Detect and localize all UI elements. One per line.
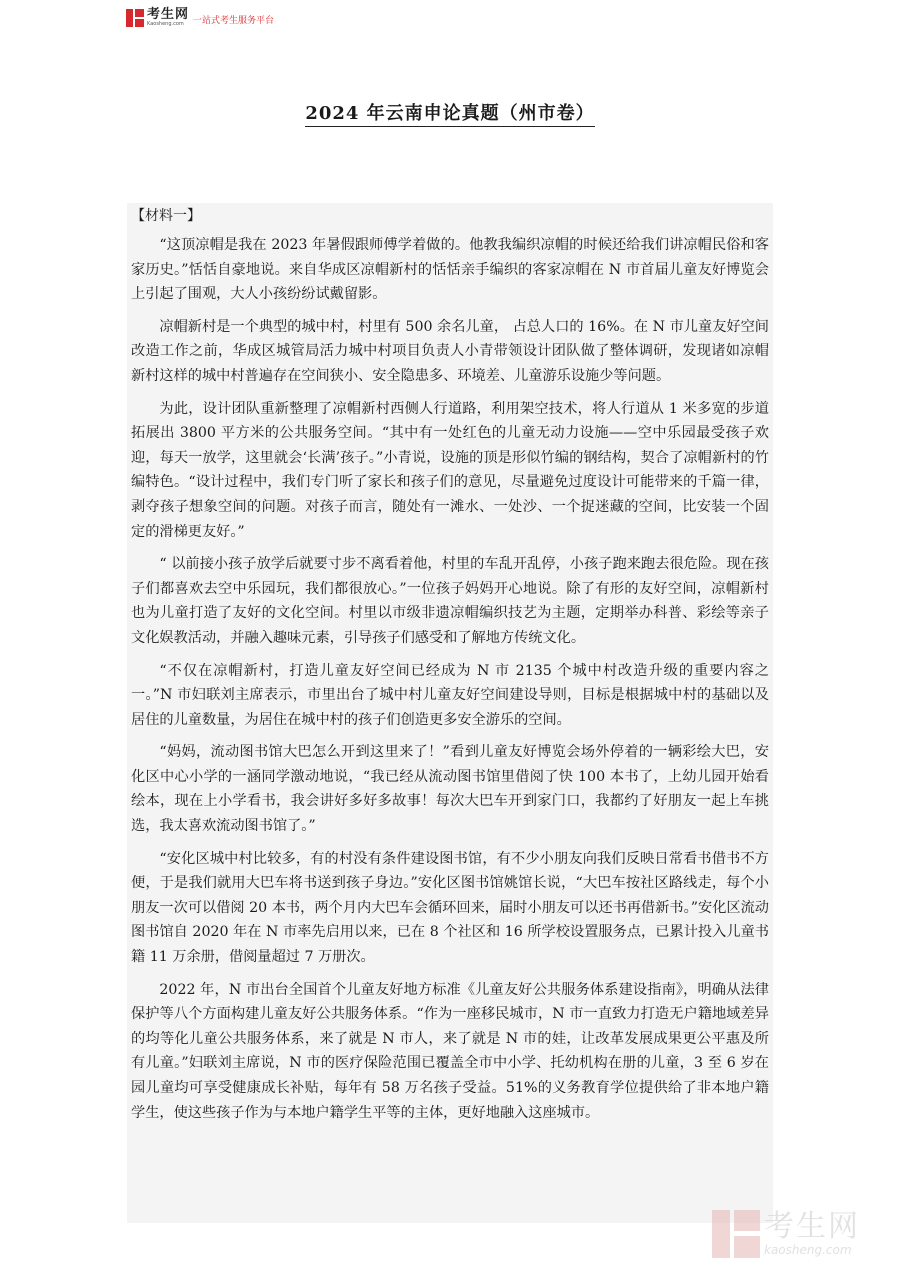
- paragraph: “这顶凉帽是我在 2023 年暑假跟师傅学着做的。他教我编织凉帽的时候还给我们讲凉帽民俗和客家历史。”恬恬自豪地说。来自华成区凉帽新村的恬恬亲手编织的客家凉帽在 N 市首届儿童友好博览会上引起了围观，大人小孩纷纷试戴留影。: [131, 237, 769, 303]
- brand-name: 考生网: [147, 7, 190, 22]
- paragraph: “安化区城中村比较多，有的村没有条件建设图书馆，有不少小朋友向我们反映日常看书借书不方便，于是我们就用大巴车将书送到孩子身边。”安化区图书馆姚馆长说，“大巴车按社区路线走，每个小朋友一次可以借阅 20 本书，两个月内大巴车会循环回来，届时小朋友可以还书再借新书。”安化区流动图书馆自 2020 年在 N 市率先启用以来，已在 8 个社区和 16 所学校设置服务点，已累计投入儿童书籍 11 万余册，借阅量超过 7 万册次。: [131, 850, 769, 966]
- paragraph: 凉帽新村是一个典型的城中村，村里有 500 余名儿童， 占总人口的 16%。在 N 市儿童友好空间改造工作之前，华成区城管局活力城中村项目负责人小青带领设计团队做了整体调研，发现诸如凉帽新村这样的城中村普遍存在空间狭小、安全隐患多、环境差、儿童游乐设施少等问题。: [131, 318, 769, 384]
- document-title: [0, 99, 900, 125]
- paragraph: “妈妈，流动图书馆大巴怎么开到这里来了！”看到儿童友好博览会场外停着的一辆彩绘大巴，安化区中心小学的一涵同学激动地说，“我已经从流动图书馆里借阅了快 100 本书了，上幼儿园开始看绘本，现在上小学看书，我会讲好多好多故事！每次大巴车开到家门口，我都约了好朋友一起上车挑选，我太喜欢流动图书馆了。”: [131, 744, 769, 835]
- watermark-name: 考生网: [764, 1209, 860, 1244]
- brand-url: Kaosheng.com: [147, 21, 184, 27]
- watermark-logo-icon: [712, 1210, 760, 1258]
- paragraph: 2022 年，N 市出台全国首个儿童友好地方标准《儿童友好公共服务体系建设指南》，明确从法律保护等八个方面构建儿童友好公共服务体系。“作为一座移民城市，N 市一直致力打造无户籍地域差异的均等化儿童公共服务体系，来了就是 N 市人，来了就是 N 市的娃，让改革发展成果更公平惠及所有儿童。”妇联刘主席说，N 市的医疗保险范围已覆盖全市中小学、托幼机构在册的儿童，3 至 6 岁在园儿童均可享受健康成长补贴，每年有 58 万名孩子受益。51%的义务教育学位提供给了非本地户籍学生，使这些孩子作为与本地户籍学生平等的主体，更好地融入这座城市。: [131, 981, 769, 1121]
- brand-slogan: 一站式考生服务平台: [193, 16, 275, 26]
- brand-logo: [126, 8, 274, 27]
- material-label: 【材料一】: [131, 208, 201, 224]
- document-title-text: 2024 年云南申论真题（州市卷）: [305, 103, 594, 127]
- watermark: [712, 1210, 860, 1258]
- paragraph: “ 以前接小孩子放学后就要寸步不离看着他，村里的车乱开乱停，小孩子跑来跑去很危险。现在孩子们都喜欢去空中乐园玩，我们都很放心。”一位孩子妈妈开心地说。除了有形的友好空间，凉帽新村也为儿童打造了友好的文化空间。村里以市级非遗凉帽编织技艺为主题，定期举办科普、彩绘等亲子文化娱教活动，并融入趣味元素，引导孩子们感受和了解地方传统文化。: [131, 556, 769, 646]
- logo-mark-icon: [126, 9, 144, 27]
- paragraph: “不仅在凉帽新村，打造儿童友好空间已经成为 N 市 2135 个城中村改造升级的重要内容之一。”N 市妇联刘主席表示，市里出台了城中村儿童友好空间建设导则，目标是根据城中村的基础以及居住的儿童数量，为居住在城中村的孩子们创造更多安全游乐的空间。: [131, 662, 769, 728]
- watermark-url: kaosheng.com: [764, 1243, 852, 1257]
- material-section: [127, 203, 773, 1223]
- paragraph: 为此，设计团队重新整理了凉帽新村西侧人行道路，利用架空技术，将人行道从 1 米多宽的步道拓展出 3800 平方米的公共服务空间。“其中有一处红色的儿童无动力设施——空中乐园最受孩子欢迎，每天一放学，这里就会‘长满’孩子。”小青说，设施的顶是形似竹编的钢结构，契合了凉帽新村的竹编特色。“设计过程中，我们专门听了家长和孩子们的意见，尽量避免过度设计可能带来的千篇一律，剥夺孩子想象空间的问题。对孩子而言，随处有一滩水、一处沙、一个捉迷藏的空间，比安装一个固定的滑梯更友好。”: [131, 400, 769, 540]
